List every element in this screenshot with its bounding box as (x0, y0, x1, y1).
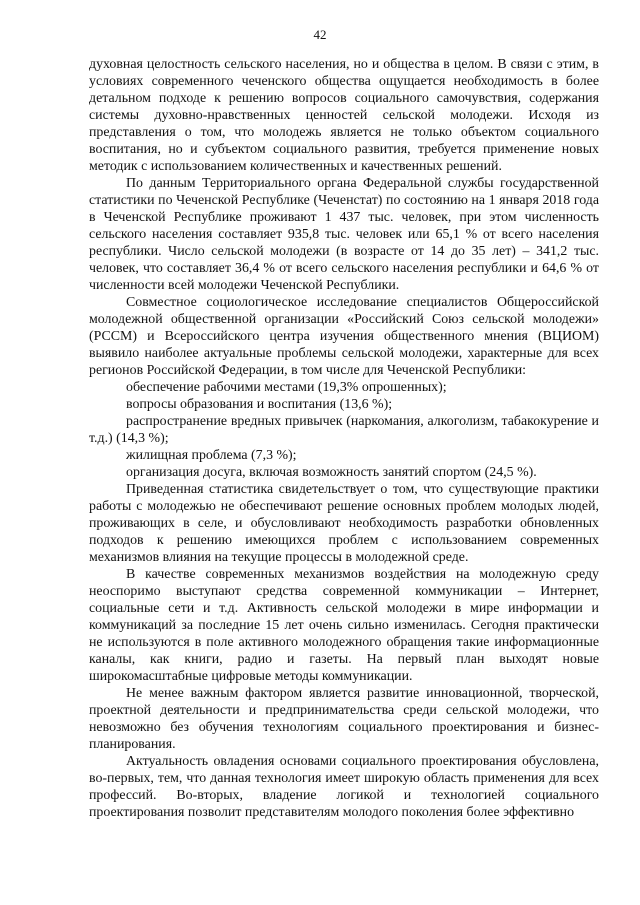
page-number: 42 (313, 27, 327, 42)
list-item-education: вопросы образования и воспитания (13,6 %); (126, 397, 393, 412)
list-item-jobs: обеспечение рабочими местами (19,3% опрошенных); (126, 380, 447, 395)
paragraph-statistics-conclusion: Приведенная статистика свидетельствует о том, что существующие практики работы с молодежью не обеспечивают решение основных проблем молодых людей, проживающих в селе, и обусловливают необходимость разработки обновленных подходов к решению имеющихся проблем с использованием современных механизмов влияния на текущие процессы в молодежной среде. (89, 482, 599, 565)
paragraph-social-design: Актуальность овладения основами социального проектирования обусловлена, во-первых, тем, что данная технология имеет широкую область применения для всех профессий. Во-вторых, владение логикой и технологией социального проектирования позволит представителям молодого поколения более эффективно (89, 754, 599, 820)
list-item-bad-habits: распространение вредных привычек (наркомания, алкоголизм, табакокурение и т.д.) (14,3 %); (89, 414, 599, 446)
list-item-housing: жилищная проблема (7,3 %); (126, 448, 297, 463)
paragraph-joint-study: Совместное социологическое исследование специалистов Общероссийской молодежной общественной организации «Российский Союз сельской молодежи» (РССМ) и Всероссийского центра изучения общественного мнения (ВЦИОМ) выявило наиболее актуальные проблемы сельской молодежи, характерные для всех регионов Российской Федерации, в том числе для Чеченской Республики: (89, 295, 599, 378)
paragraph-statistics: По данным Территориального органа Федеральной службы государственной статистики по Чеченской Республике (Чеченстат) по состоянию на 1 января 2018 года в Чеченской Республике проживают 1 437 тыс. человек, при этом численность сельского населения составляет 935,8 тыс. человек или 65,1 % от всего населения республики. Число сельской молодежи (в возрасте от 14 до 35 лет) – 341,2 тыс. человек, что составляет 36,4 % от всего сельского населения республики и 64,6 % от численности всей молодежи Чеченской Республики. (89, 176, 599, 293)
paragraph-innovation: Не менее важным фактором является развитие инновационной, творческой, проектной деятельности и предпринимательства среди сельской молодежи, что невозможно без обучения технологиям социального проектирования и бизнес-планирования. (89, 686, 599, 752)
paragraph-spiritual-integrity: духовная целостность сельского населения, но и общества в целом. В связи с этим, в условиях современного чеченского общества ощущается необходимость в более детальном подходе к решению вопросов социального самочувствия, содержания системы духовно-нравственных ценностей сельской молодежи. Исходя из представления о том, что молодежь является не только объектом социального воспитания, но и субъектом социального развития, требуется применение новых методик с использованием количественных и качественных решений. (89, 57, 599, 174)
paragraph-communication: В качестве современных механизмов воздействия на молодежную среду неоспоримо выступают средства современной коммуникации – Интернет, социальные сети и т.д. Активность сельской молодежи в мире информации и коммуникаций за последние 15 лет очень сильно изменилась. Сегодня практически не используются в поле активного молодежного обращения такие информационные каналы, как книги, радио и газеты. На первый план выходят новые широкомасштабные цифровые методы коммуникации. (89, 567, 599, 684)
document-body (89, 56, 599, 821)
list-item-leisure: организация досуга, включая возможность занятий спортом (24,5 %). (126, 465, 537, 480)
